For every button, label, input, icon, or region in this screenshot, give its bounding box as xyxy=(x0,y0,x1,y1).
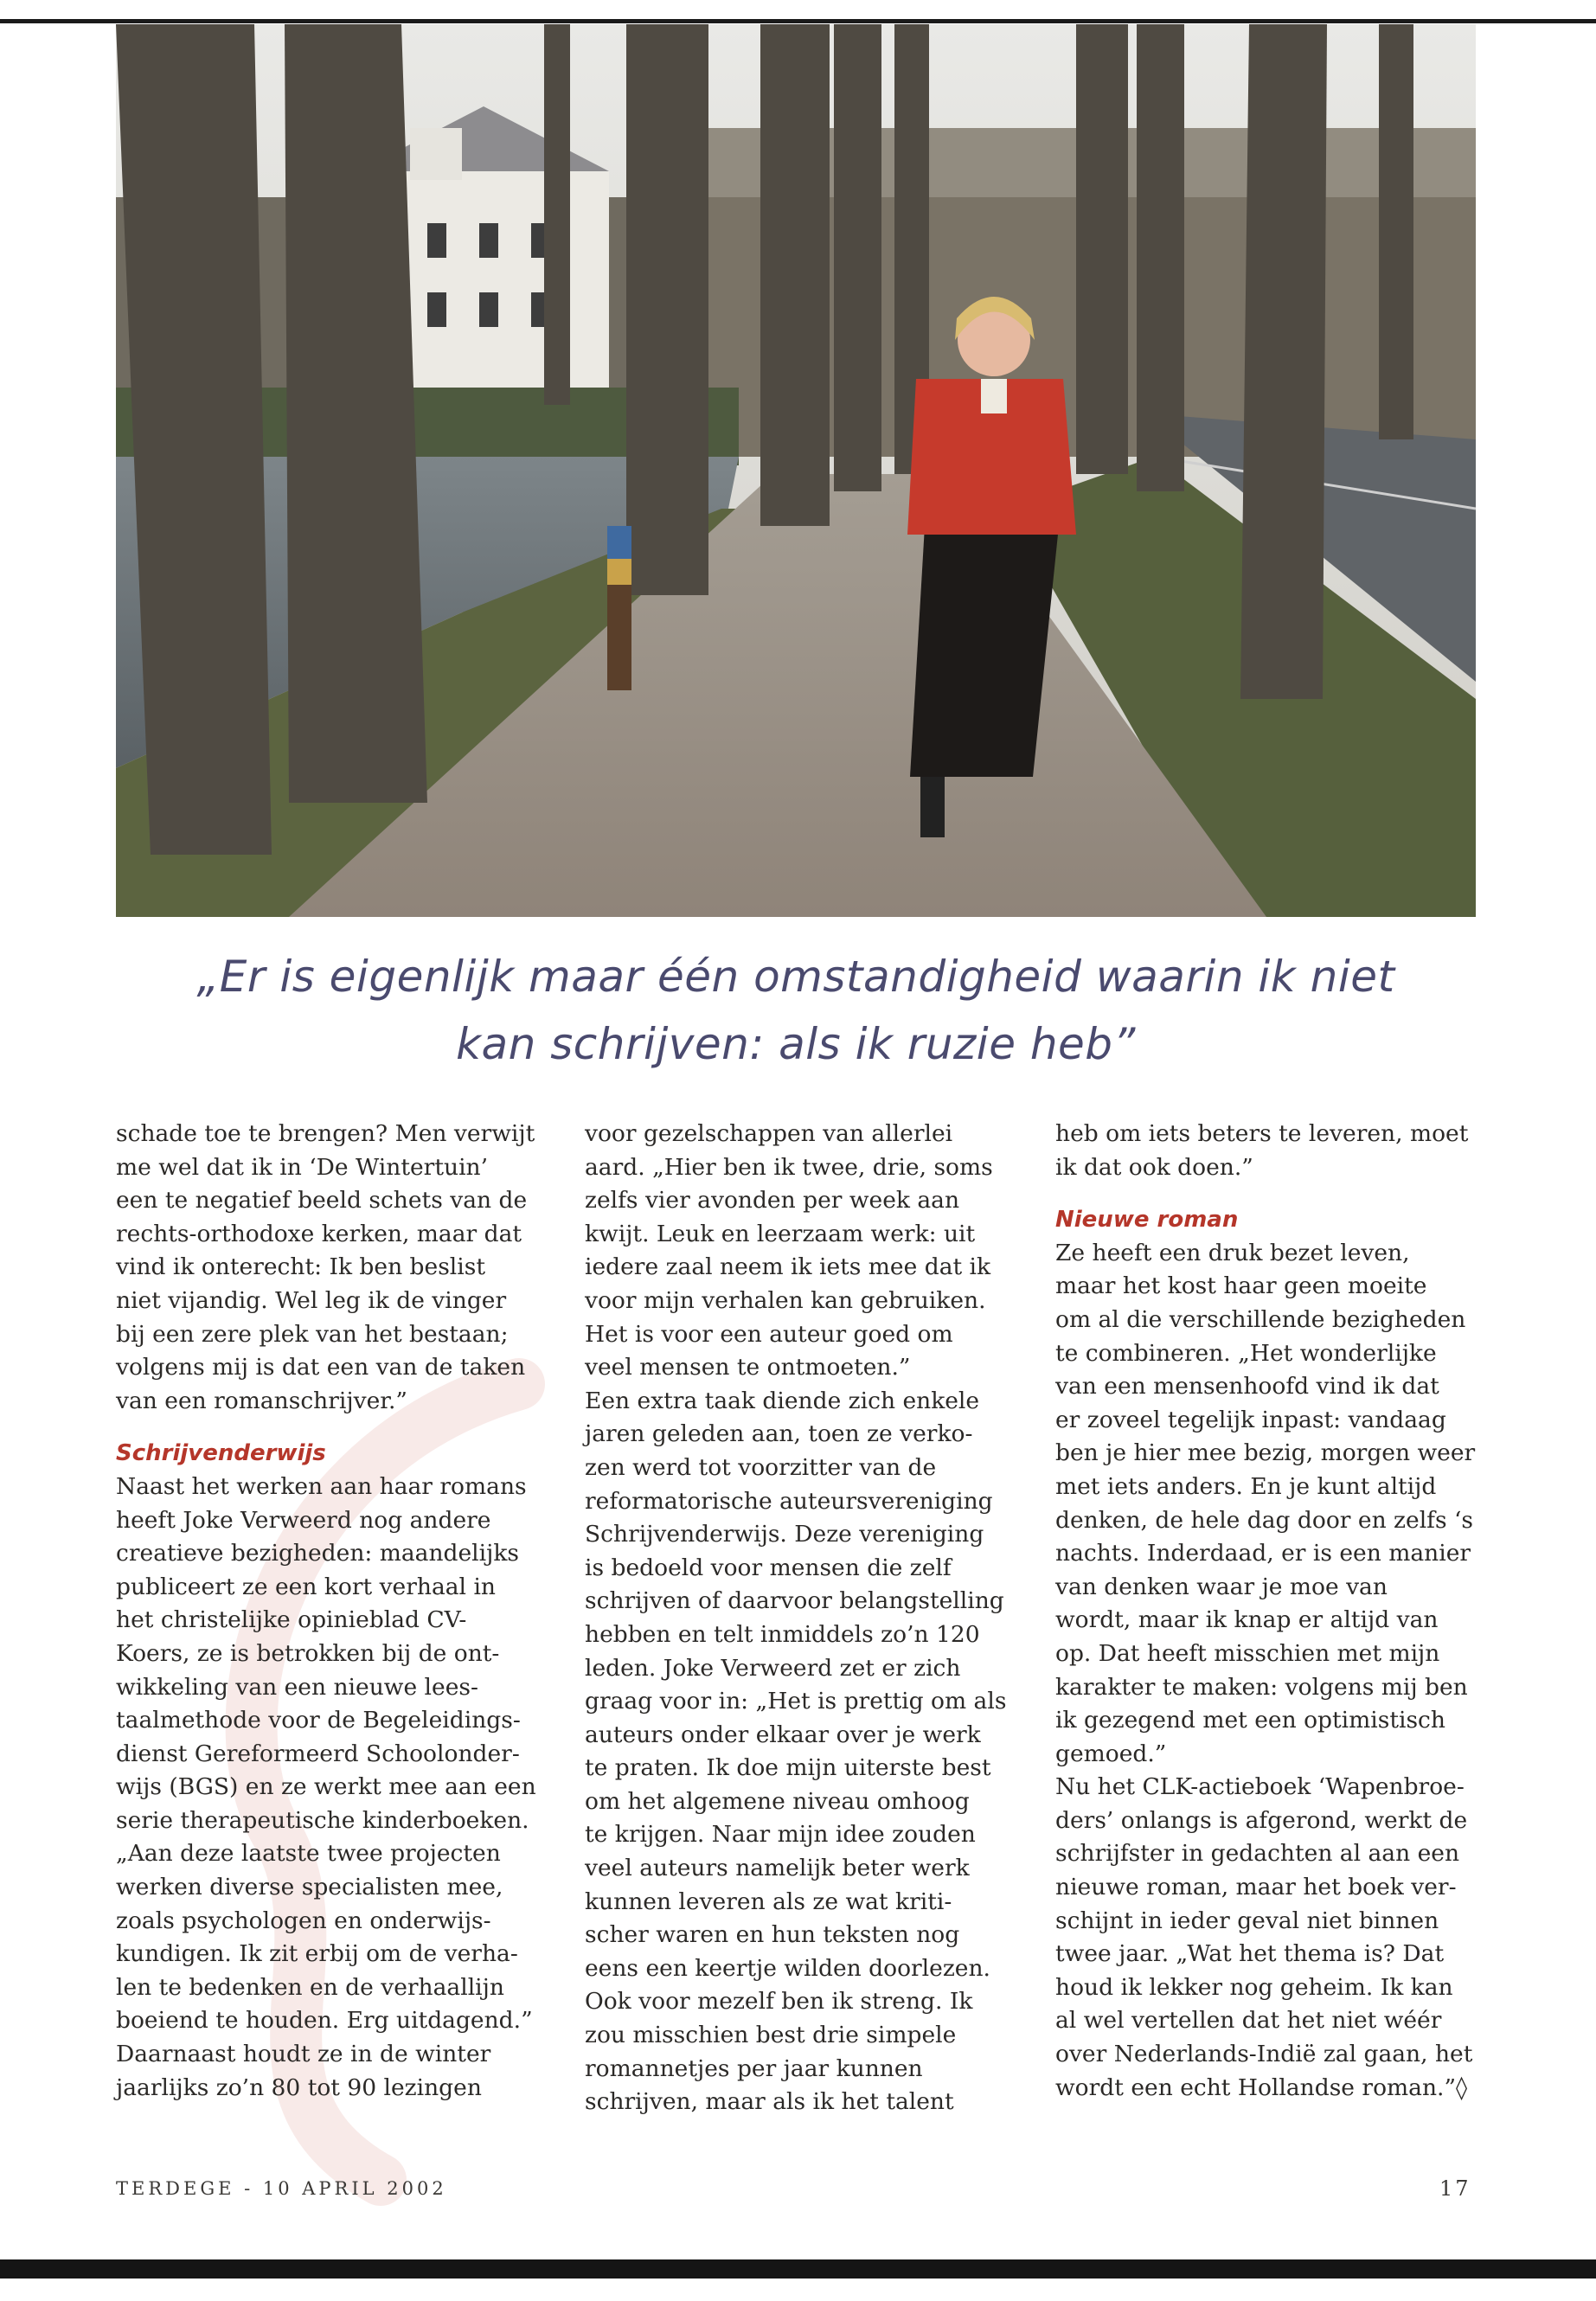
text-line: leden. Joke Verweerd zet er zich xyxy=(585,1654,961,1682)
text-line: kwijt. Leuk en leerzaam werk: uit xyxy=(585,1220,976,1247)
text-line: van een mensenhoofd vind ik dat xyxy=(1055,1373,1439,1400)
spacer xyxy=(116,1418,559,1437)
text-line: ik dat ook doen.” xyxy=(1055,1153,1253,1181)
text-line: ik gezegend met een optimistisch xyxy=(1055,1707,1445,1734)
text-line: niet vijandig. Wel leg ik de vinger xyxy=(116,1286,507,1314)
article-photo xyxy=(116,24,1476,917)
text-line: zelfs vier avonden per week aan xyxy=(585,1187,960,1215)
top-rule xyxy=(0,19,1596,23)
text-line: gemoed.” xyxy=(1055,1740,1167,1767)
text-line: met iets anders. En je kunt altijd xyxy=(1055,1472,1437,1500)
footer-publication: TERDEGE - 10 APRIL 2002 xyxy=(116,2178,447,2199)
text-line: Daarnaast houdt ze in de winter xyxy=(116,2041,491,2068)
text-line: creatieve bezigheden: maandelijks xyxy=(116,1540,520,1567)
text-line: nieuwe roman, maar het boek ver- xyxy=(1055,1874,1457,1901)
text-line: wijs (BGS) en ze werkt mee aan een xyxy=(116,1773,536,1801)
text-line: wikkeling van een nieuwe lees- xyxy=(116,1673,478,1701)
text-line: te combineren. „Het wonderlijke xyxy=(1055,1339,1437,1367)
photo-illustration xyxy=(116,24,1476,917)
text-line: twee jaar. „Wat het thema is? Dat xyxy=(1055,1940,1445,1968)
text-line: is bedoeld voor mensen die zelf xyxy=(585,1554,952,1581)
text-line: schrijven, maar als ik het talent xyxy=(585,2088,954,2116)
text-line: ders’ onlangs is afgerond, werkt de xyxy=(1055,1806,1468,1834)
text-line: kunnen leveren als ze wat kriti- xyxy=(585,1888,952,1915)
text-line: van denken waar je moe van xyxy=(1055,1573,1388,1600)
text-line: van een romanschrijver.” xyxy=(116,1387,407,1414)
article-column-3 xyxy=(1055,1118,1498,2105)
text-line: eens een keertje wilden doorlezen. xyxy=(585,1954,990,1982)
text-line: ben je hier mee bezig, morgen weer xyxy=(1055,1439,1476,1467)
text-line: voor gezelschappen van allerlei xyxy=(585,1120,953,1147)
bottom-rule xyxy=(0,2259,1596,2279)
text-line: jaren geleden aan, toen ze verko- xyxy=(585,1420,973,1448)
text-line: om al die verschillende bezigheden xyxy=(1055,1305,1466,1333)
subheading-schrijvenderwijs: Schrijvenderwijs xyxy=(116,1440,326,1467)
text-line: wordt, maar ik knap er altijd van xyxy=(1055,1606,1439,1634)
text-line: houd ik lekker nog geheim. Ik kan xyxy=(1055,1973,1453,2001)
text-line: op. Dat heeft misschien met mijn xyxy=(1055,1639,1440,1667)
text-line: nachts. Inderdaad, er is een manier xyxy=(1055,1540,1471,1567)
text-line: vind ik onterecht: Ik ben beslist xyxy=(116,1253,486,1281)
text-line: werken diverse specialisten mee, xyxy=(116,1874,503,1901)
text-line: graag voor in: „Het is prettig om als xyxy=(585,1688,1007,1715)
text-line: rechts-orthodoxe kerken, maar dat xyxy=(116,1220,522,1247)
text-line: bij een zere plek van het bestaan; xyxy=(116,1320,509,1348)
text-line: heb om iets beters te leveren, moet xyxy=(1055,1120,1469,1147)
text-line: een te negatief beeld schets van de xyxy=(116,1187,528,1215)
text-line: veel auteurs namelijk beter werk xyxy=(585,1855,970,1882)
page-number: 17 xyxy=(1439,2176,1471,2201)
text-line: Nu het CLK-actieboek ‘Wapenbroe- xyxy=(1055,1773,1465,1801)
text-line: kundigen. Ik zit erbij om de verha- xyxy=(116,1940,518,1968)
text-line: te krijgen. Naar mijn idee zouden xyxy=(585,1821,976,1849)
text-line: over Nederlands-Indië zal gaan, het xyxy=(1055,2041,1473,2068)
text-line: Koers, ze is betrokken bij de ont- xyxy=(116,1639,500,1667)
text-line: boeiend te houden. Erg uitdagend.” xyxy=(116,2007,533,2035)
text-line: Schrijvenderwijs. Deze vereniging xyxy=(585,1521,984,1548)
text-line: Ook voor mezelf ben ik streng. Ik xyxy=(585,1988,973,2016)
text-line: aard. „Hier ben ik twee, drie, soms xyxy=(585,1153,993,1181)
text-line: zou misschien best drie simpele xyxy=(585,2022,957,2049)
text-line: het christelijke opinieblad CV- xyxy=(116,1606,467,1634)
text-line: schade toe te brengen? Men verwijt xyxy=(116,1120,535,1147)
text-line: dienst Gereformeerd Schoolonder- xyxy=(116,1740,520,1767)
article-column-1 xyxy=(116,1118,559,2105)
text-line: iedere zaal neem ik iets mee dat ik xyxy=(585,1253,991,1281)
text-line: taalmethode voor de Begeleidings- xyxy=(116,1707,521,1734)
text-line: heeft Joke Verweerd nog andere xyxy=(116,1506,491,1534)
text-line: veel mensen te ontmoeten.” xyxy=(585,1354,911,1381)
subheading-nieuwe-roman: Nieuwe roman xyxy=(1055,1207,1239,1234)
text-line: om het algemene niveau omhoog xyxy=(585,1787,970,1815)
text-line: serie therapeutische kinderboeken. xyxy=(116,1806,529,1834)
text-line: wordt een echt Hollandse roman.”◊ xyxy=(1055,2073,1468,2101)
pull-quote xyxy=(116,943,1476,1078)
text-line: te praten. Ik doe mijn uiterste best xyxy=(585,1754,991,1782)
text-line: zoals psychologen en onderwijs- xyxy=(116,1907,491,1934)
text-line: er zoveel tegelijk inpast: vandaag xyxy=(1055,1406,1446,1433)
text-line: schrijfster in gedachten al aan een xyxy=(1055,1840,1460,1868)
spacer xyxy=(1055,1184,1498,1203)
pull-quote-line-1: „Er is eigenlijk maar één omstandigheid waarin ik niet xyxy=(196,952,1395,1002)
text-line: Een extra taak diende zich enkele xyxy=(585,1387,980,1414)
text-line: zen werd tot voorzitter van de xyxy=(585,1453,937,1481)
text-line: volgens mij is dat een van de taken xyxy=(116,1354,526,1381)
text-line: jaarlijks zo’n 80 tot 90 lezingen xyxy=(116,2073,482,2101)
text-line: romannetjes per jaar kunnen xyxy=(585,2054,923,2082)
text-line: Naast het werken aan haar romans xyxy=(116,1472,527,1500)
text-line: scher waren en hun teksten nog xyxy=(585,1921,960,1949)
text-line: Ze heeft een druk bezet leven, xyxy=(1055,1239,1410,1266)
text-line: Het is voor een auteur goed om xyxy=(585,1320,953,1348)
text-line: reformatorische auteursvereniging xyxy=(585,1487,993,1515)
text-line: voor mijn verhalen kan gebruiken. xyxy=(585,1286,986,1314)
text-line: auteurs onder elkaar over je werk xyxy=(585,1721,981,1748)
text-line: denken, de hele dag door en zelfs ‘s xyxy=(1055,1506,1474,1534)
text-line: len te bedenken en de verhaallijn xyxy=(116,1973,504,2001)
text-line: schijnt in ieder geval niet binnen xyxy=(1055,1907,1439,1934)
text-line: karakter te maken: volgens mij ben xyxy=(1055,1673,1468,1701)
text-line: al wel vertellen dat het niet wéér xyxy=(1055,2007,1442,2035)
text-line: publiceert ze een kort verhaal in xyxy=(116,1573,496,1600)
article-column-2 xyxy=(585,1118,1028,2119)
text-line: hebben en telt inmiddels zo’n 120 xyxy=(585,1620,980,1648)
pull-quote-line-2: kan schrijven: als ik ruzie heb” xyxy=(456,1019,1136,1069)
text-line: maar het kost haar geen moeite xyxy=(1055,1272,1427,1300)
text-line: me wel dat ik in ‘De Wintertuin’ xyxy=(116,1153,489,1181)
text-line: „Aan deze laatste twee projecten xyxy=(116,1840,501,1868)
text-line: schrijven of daarvoor belangstelling xyxy=(585,1587,1004,1615)
